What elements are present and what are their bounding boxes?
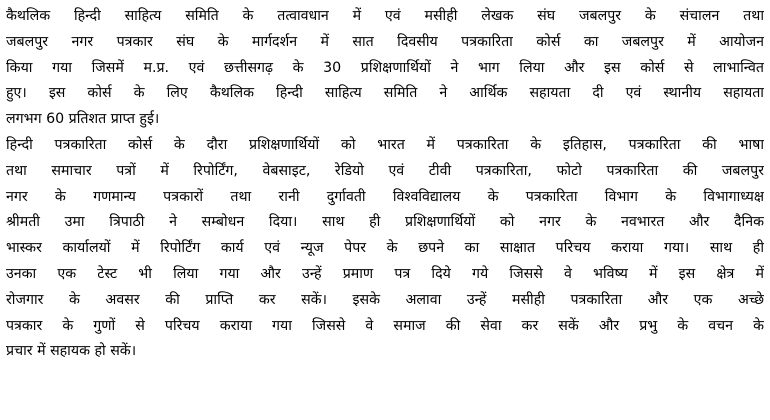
text-line: हुए। इस कोर्स के लिए कैथलिक हिन्दी साहित्य समिति ने आर्थिक सहायता दी एवं स्थानीय सहायता bbox=[6, 85, 764, 102]
text-line: प्रचार में सहायक हो सकें। bbox=[6, 343, 137, 360]
text-line: पत्रकार के गुणों से परिचय कराया गया जिससे वे समाज की सेवा कर सकें और प्रभु के वचन के bbox=[6, 317, 764, 334]
text-line: हिन्दी पत्रकारिता कोर्स के दौरा प्रशिक्षणार्थियों को भारत में पत्रकारिता के इतिहास, पत्रकारिता की भाषा bbox=[6, 136, 764, 153]
paragraph-course-organisation bbox=[6, 4, 764, 133]
text-line: श्रीमती उमा त्रिपाठी ने सम्बोधन दिया। साथ ही प्रशिक्षणार्थियों को नगर के नवभारत और दैनिक bbox=[6, 214, 764, 231]
text-line: उनका एक टेस्ट भी लिया गया और उन्हें प्रमाण पत्र दिये गये जिससे वे भविष्य में इस क्षेत्र में bbox=[6, 265, 764, 282]
text-line: जबलपुर नगर पत्रकार संघ के मार्गदर्शन में सात दिवसीय पत्रकारिता कोर्स का जबलपुर में आयोजन bbox=[6, 33, 764, 50]
text-line: तथा समाचार पत्रों में रिपोर्टिंग, वेबसाइट, रेडियो एवं टीवी पत्रकारिता, फोटो पत्रकारिता की जबलपुर bbox=[6, 162, 764, 179]
paragraph-course-content bbox=[6, 133, 764, 365]
document-body bbox=[6, 4, 764, 365]
text-line: भास्कर कार्यालयों में रिपोर्टिंग कार्य एवं न्यूज पेपर के छपने का साक्षात परिचय कराया गया। साथ ही bbox=[6, 240, 764, 257]
text-line: किया गया जिसमें म.प्र. एवं छत्तीसगढ़ के 30 प्रशिक्षणार्थियों ने भाग लिया और इस कोर्स से लाभान्वित bbox=[6, 59, 764, 76]
text-line: लगभग 60 प्रतिशत प्राप्त हुई। bbox=[6, 111, 160, 128]
text-line: नगर के गणमान्य पत्रकारों तथा रानी दुर्गावती विश्वविद्यालय के पत्रकारिता विभाग के विभागाध्यक्ष bbox=[6, 188, 764, 205]
text-line: कैथलिक हिन्दी साहित्य समिति के तत्वावधान में एवं मसीही लेखक संघ जबलपुर के संचालन तथा bbox=[6, 8, 764, 24]
text-line: रोजगार के अवसर की प्राप्ति कर सकें। इसके अलावा उन्हें मसीही पत्रकारिता और एक अच्छे bbox=[6, 291, 764, 308]
